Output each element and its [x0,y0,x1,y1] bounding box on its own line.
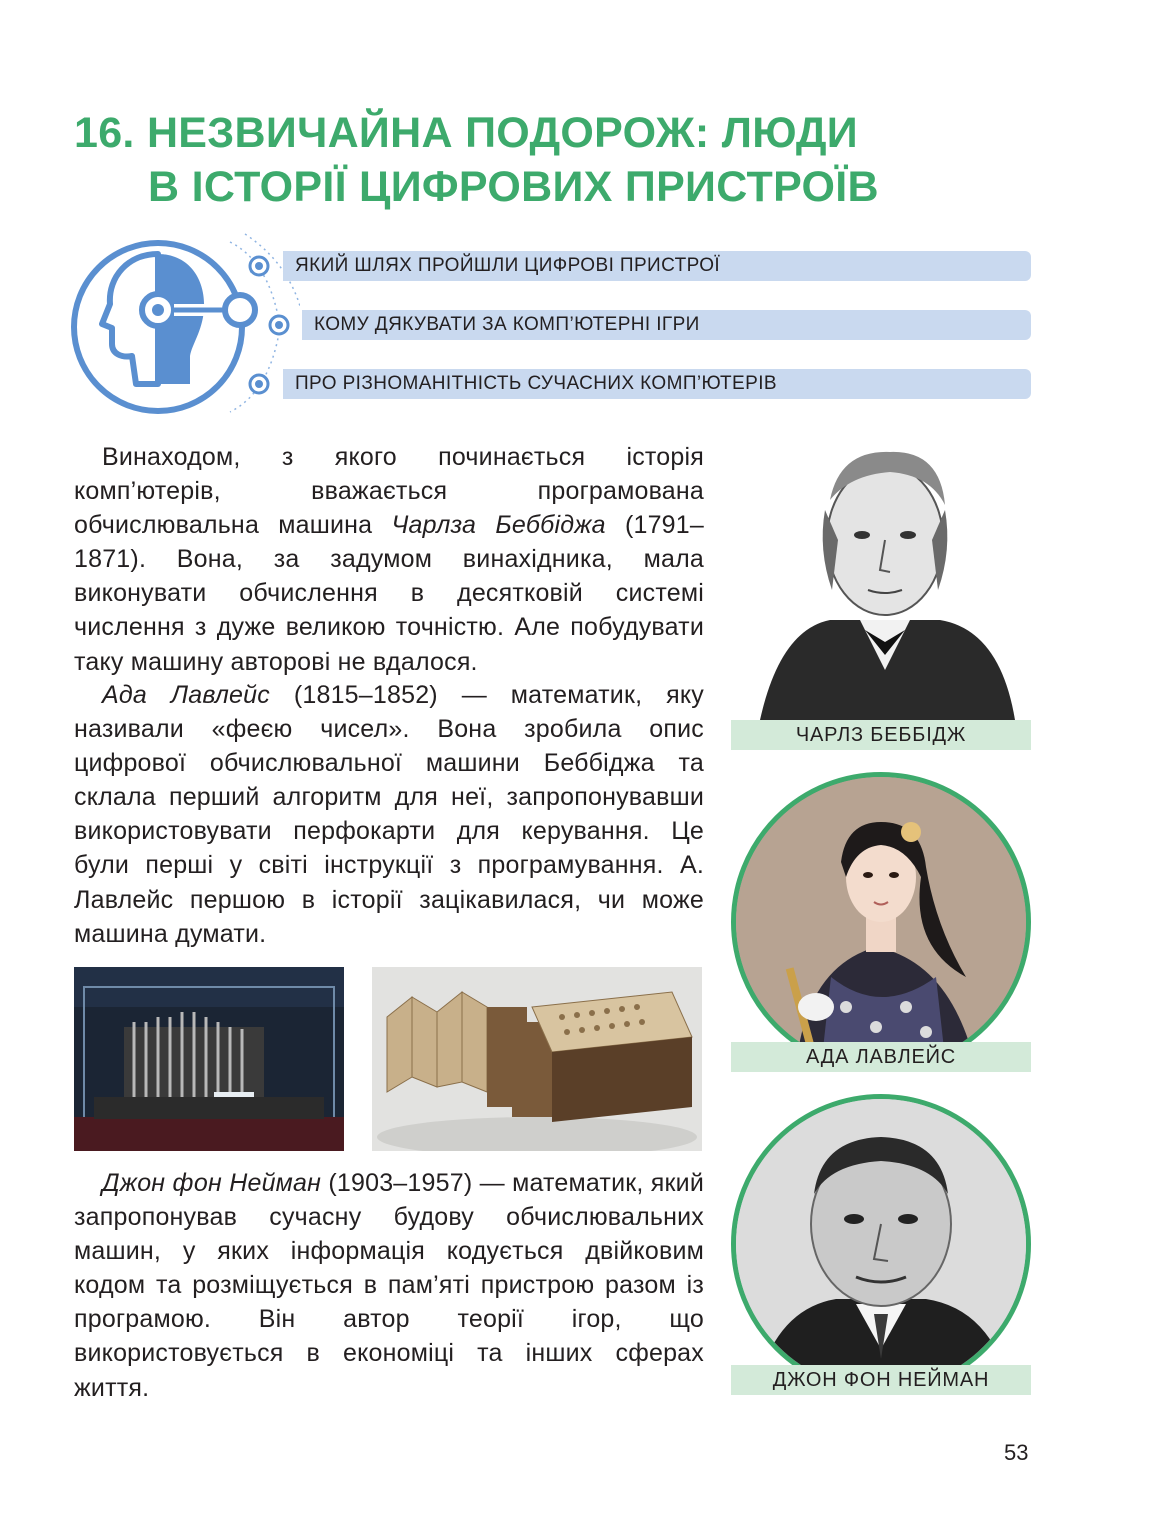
goal-item-2: КОМУ ДЯКУВАТИ ЗА КОМП’ЮТЕРНІ ІГРИ [302,310,1031,340]
lesson-title-line1: НЕЗВИЧАЙНА ПОДОРОЖ: ЛЮДИ [146,109,858,157]
caption-lovelace: АДА ЛАВЛЕЙС [731,1042,1031,1072]
lesson-title [74,106,894,214]
goal-item-1: ЯКИЙ ШЛЯХ ПРОЙШЛИ ЦИФРОВІ ПРИСТРОЇ [283,251,1031,281]
goal-bullet-icon [248,373,270,395]
lovelace-portrait [731,772,1031,1072]
difference-engine-photo [74,967,344,1151]
name-neumann: Джон фон Нейман [102,1169,322,1197]
goal-bullet-icon [268,314,290,336]
goal-bullet-icon [248,255,270,277]
goal-item-3: ПРО РІЗНОМАНІТНІСТЬ СУЧАСНИХ КОМП’ЮТЕРІВ [283,369,1031,399]
punch-cards-photo [372,967,702,1151]
lesson-number: 16. [74,109,135,157]
page-number: 53 [1004,1440,1029,1465]
paragraph-neumann: Джон фон Нейман (1903–1957) — математик, який запропонував сучасну будову обчислювальних машин, у яких інформація кодується двійковим кодом та розміщується в пам’яті пристрою разом із програмою. Він автор теорії ігор, що використовується в економіці та інших сферах життя. [74,1169,704,1402]
babbage-portrait [740,430,1030,720]
name-babbage: Чарлза Беббіджа [391,511,606,540]
caption-babbage: ЧАРЛЗ БЕББІДЖ [731,720,1031,750]
lesson-title-line2: В ІСТОРІЇ ЦИФРОВИХ ПРИСТРОЇВ [148,163,879,211]
caption-neumann: ДЖОН ФОН НЕЙМАН [731,1365,1031,1395]
paragraph-lovelace: Ада Лавлейс (1815–1852) — математик, яку називали «феєю чисел». Вона зробила опис цифрової обчислювальної машини Беббіджа та склала перший алгоритм для неї, запропонувавши використовувати перфокарти для керування. Це були перші у світі інструкції з програмування. А. Лавлейс першою в історії зацікавилася, чи може машина думати. [74,681,704,948]
paragraph-babbage: Винаходом, з якого починається історія комп’ютерів, вважається програмована обчислювальна машина Чарлза Беббіджа (1791–1871). Вона, за задумом винахідника, мала виконувати обчислення в десятковій системі числення з дуже великою точністю. Але побудувати таку машину авторові не вдалося. [74,443,704,676]
name-lovelace: Ада Лавлейс [102,681,270,709]
neumann-portrait [731,1094,1031,1394]
